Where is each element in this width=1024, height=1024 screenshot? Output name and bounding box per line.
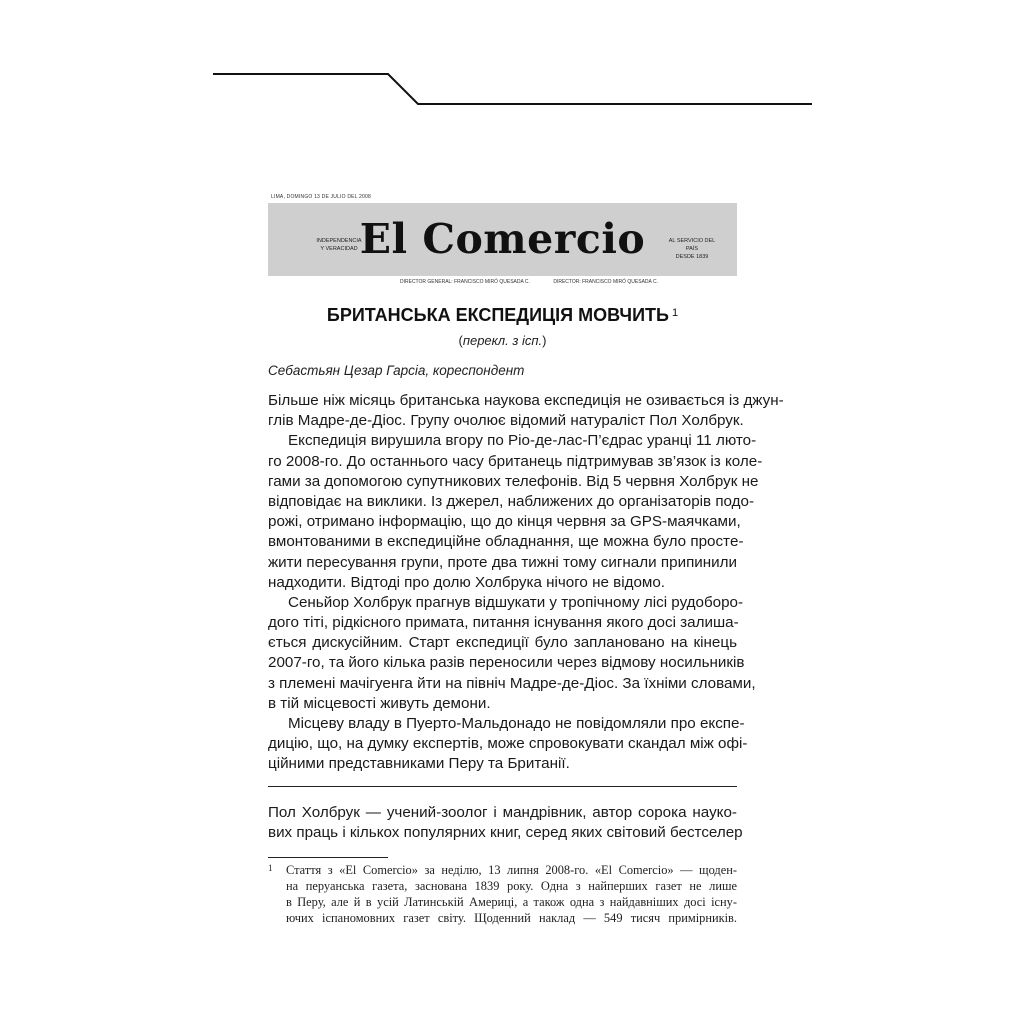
article-title-text: БРИТАНСЬКА ЕКСПЕДИЦІЯ МОВЧИТЬ xyxy=(326,305,669,325)
article-title xyxy=(268,305,737,326)
masthead-right-slogan-line: AL SERVICIO DEL PAÍS xyxy=(668,238,716,252)
newspaper-logo-title: El Comercio xyxy=(359,215,646,263)
article-line: дого тіті, рідкісного примата, питання існування якого досі залиша- xyxy=(268,614,739,632)
article-line: ційними представниками Перу та Британії. xyxy=(268,755,570,773)
footnote-line: на перуанська газета, заснована 1839 року. Одна з найперших газет не лише xyxy=(286,879,737,893)
footnote-line-text: Стаття з «El Comercio» за неділю, 13 липня 2008-го. «El Comercio» — щоден- xyxy=(286,863,737,877)
masthead-date: LIMA, DOMINGO 13 DE JULIO DEL 2008 xyxy=(271,194,371,200)
masthead-left-slogan-line: INDEPENDENCIA xyxy=(316,238,362,244)
footnote-line xyxy=(268,862,737,878)
article-line: го 2008-го. До останнього часу британець підтримував зв’язок із коле- xyxy=(268,452,763,470)
translation-note-text: перекл. з ісп. xyxy=(462,333,543,348)
footnote xyxy=(268,862,737,926)
main-text xyxy=(268,803,743,843)
article-line: Експедиція вирушила вгору по Ріо-де-лас-П’єдрас уранці 11 люто- xyxy=(288,432,757,450)
page-header-rule xyxy=(0,0,1024,120)
article-body xyxy=(268,391,784,775)
article-byline: Себастьян Цезар Гарсіа, кореспондент xyxy=(268,363,525,378)
article-line: ється дискусійним. Старт експедиції було заплановано на кінець xyxy=(268,634,737,652)
article-line: в тій місцевості живуть демони. xyxy=(268,694,491,712)
article-line: дицію, що, на думку експертів, може спровокувати скандал між офі- xyxy=(268,735,748,753)
article-line: гами за допомогою супутникових телефонів. Від 5 червня Холбрук не xyxy=(268,472,759,490)
director: DIRECTOR: FRANCISCO MIRÓ QUESADA C. xyxy=(553,279,658,285)
footnote-rule xyxy=(268,857,388,858)
article-line: надходити. Відтоді про долю Холбрука нічого не відомо. xyxy=(268,573,666,591)
director-general: DIRECTOR GENERAL: FRANCISCO MIRÓ QUESADA C. xyxy=(400,279,530,285)
article-line: жити пересування групи, проте два тижні тому сигнали припинили xyxy=(268,553,737,571)
translation-note: (перекл. з ісп.) xyxy=(458,333,547,348)
article-line: Більше ніж місяць британська наукова експедиція не озивається із джун- xyxy=(268,392,784,409)
article-line: з племені мачігуенга йти на північ Мадре-де-Діос. За їхніми словами, xyxy=(268,674,756,692)
masthead-left-slogan-line: Y VERACIDAD xyxy=(320,246,358,252)
masthead-directors xyxy=(400,279,720,285)
article-line: Місцеву владу в Пуерто-Мальдонадо не повідомляли про експе- xyxy=(288,715,745,732)
text-line: вих праць і кількох популярних книг, серед яких світовий бестселер xyxy=(268,824,743,842)
masthead-right-slogan-line: DESDE 1839 xyxy=(675,254,709,260)
masthead-right-slogan xyxy=(664,237,720,261)
article-line: вмонтованими в експедиційне обладнання, ще можна було простe- xyxy=(268,533,744,551)
article-line: відповідає на виклики. Із джерел, наближених до організаторів подо- xyxy=(268,492,755,510)
text-line: Пол Холбрук — учений-зоолог і мандрівник, автор сорока науко- xyxy=(268,804,737,821)
article-line: глів Мадре-де-Діос. Групу очолює відомий натураліст Пол Холбрук. xyxy=(268,412,744,430)
footnote-number: 1 xyxy=(268,863,273,873)
section-divider xyxy=(268,786,737,787)
article-line: Сеньйор Холбрук прагнув відшукати у тропічному лісі рудоборо- xyxy=(288,593,744,611)
footnote-marker: 1 xyxy=(671,307,679,319)
footnote-line: ючих іспаномовних газет світу. Щоденний наклад — 549 тисяч примірників. xyxy=(286,911,737,925)
footnote-line: в Перу, але й в усій Латинській Америці, а також одна з найдавніших досі існу- xyxy=(286,895,737,909)
article-line: 2007-го, та його кілька разів переносили через відмову носильників xyxy=(268,654,745,672)
article-line: рожі, отримано інформацію, що до кінця червня за GPS-маячками, xyxy=(268,513,741,531)
